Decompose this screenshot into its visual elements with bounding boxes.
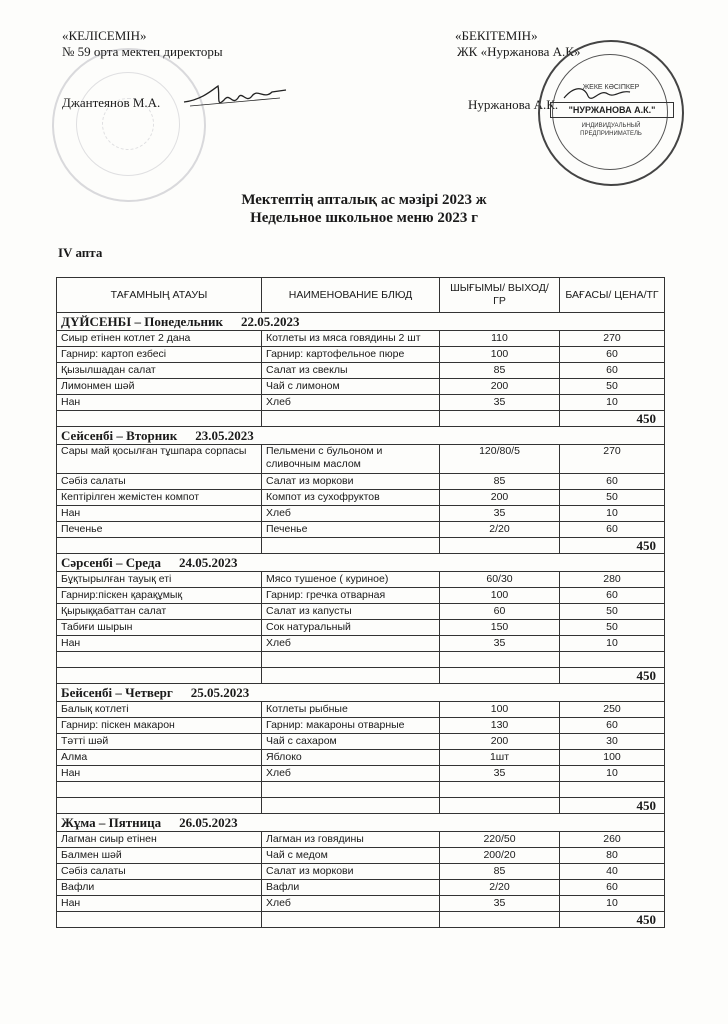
dish-name-ru: Компот из сухофруктов — [262, 490, 440, 506]
dish-output: 130 — [440, 718, 560, 734]
day-header-row — [57, 554, 665, 572]
dish-name-ru: Гарнир: картофельное пюре — [262, 347, 440, 363]
dish-name-kz: Нан — [57, 636, 262, 652]
blank-cell — [57, 652, 262, 668]
blank-cell — [560, 782, 665, 798]
dish-name-ru: Салат из капусты — [262, 604, 440, 620]
dish-name-ru: Вафли — [262, 880, 440, 896]
dish-name-ru: Чай с лимоном — [262, 379, 440, 395]
dish-name-kz: Нан — [57, 506, 262, 522]
dish-price: 50 — [560, 490, 665, 506]
dish-output: 120/80/5 — [440, 445, 560, 474]
dish-price: 80 — [560, 848, 665, 864]
dish-output: 1шт — [440, 750, 560, 766]
dish-output: 35 — [440, 395, 560, 411]
table-row — [57, 880, 665, 896]
day-total: 450 — [560, 668, 665, 684]
day-total: 450 — [560, 798, 665, 814]
dish-name-ru: Чай с сахаром — [262, 734, 440, 750]
dish-name-kz: Табиғи шырын — [57, 620, 262, 636]
table-row — [57, 347, 665, 363]
table-row — [57, 490, 665, 506]
dish-price: 250 — [560, 702, 665, 718]
dish-name-kz: Лимонмен шәй — [57, 379, 262, 395]
dish-name-kz: Сәбіз салаты — [57, 474, 262, 490]
dish-price: 50 — [560, 604, 665, 620]
day-header — [57, 313, 665, 331]
dish-price: 60 — [560, 474, 665, 490]
dish-price: 10 — [560, 896, 665, 912]
day-total: 450 — [560, 912, 665, 928]
dish-name-kz: Гарнир: піскен макарон — [57, 718, 262, 734]
dish-output: 110 — [440, 331, 560, 347]
left-approval-position: № 59 орта мектеп директоры — [62, 44, 223, 59]
table-row — [57, 506, 665, 522]
blank-cell — [440, 538, 560, 554]
dish-output: 200 — [440, 379, 560, 395]
dish-name-ru: Салат из свеклы — [262, 363, 440, 379]
day-header-row — [57, 427, 665, 445]
blank-cell — [262, 798, 440, 814]
dish-price: 10 — [560, 636, 665, 652]
dish-name-kz: Балық котлеті — [57, 702, 262, 718]
right-approval-title: «БЕКІТЕМІН» — [455, 28, 538, 43]
col-header-kz: ТАҒАМНЫҢ АТАУЫ — [57, 278, 262, 313]
right-approval-name: Нуржанова А.К. — [468, 97, 559, 112]
col-header-price — [560, 278, 665, 313]
dish-output: 200/20 — [440, 848, 560, 864]
table-row — [57, 395, 665, 411]
total-row — [57, 538, 665, 554]
dish-output: 35 — [440, 636, 560, 652]
dish-name-ru: Чай с медом — [262, 848, 440, 864]
dish-output: 85 — [440, 363, 560, 379]
dish-name-ru: Хлеб — [262, 395, 440, 411]
dish-name-ru: Хлеб — [262, 636, 440, 652]
table-row — [57, 474, 665, 490]
dish-price: 30 — [560, 734, 665, 750]
dish-name-kz: Қызылшадан салат — [57, 363, 262, 379]
dish-price: 60 — [560, 347, 665, 363]
dish-name-kz: Бұқтырылған тауық еті — [57, 572, 262, 588]
blank-cell — [57, 411, 262, 427]
col-header-ru: НАИМЕНОВАНИЕ БЛЮД — [262, 278, 440, 313]
dish-price: 60 — [560, 363, 665, 379]
total-row — [57, 912, 665, 928]
dish-name-kz: Алма — [57, 750, 262, 766]
dish-output: 35 — [440, 506, 560, 522]
table-row — [57, 572, 665, 588]
dish-price: 10 — [560, 766, 665, 782]
dish-name-kz: Тәтті шәй — [57, 734, 262, 750]
dish-name-kz: Лагман сиыр етінен — [57, 832, 262, 848]
day-name: ДҮЙСЕНБІ – Понедельник — [61, 314, 223, 329]
dish-price: 40 — [560, 864, 665, 880]
blank-cell — [560, 652, 665, 668]
dish-price: 10 — [560, 506, 665, 522]
blank-cell — [262, 912, 440, 928]
left-approval-title: «КЕЛІСЕМІН» — [62, 28, 147, 43]
dish-output: 85 — [440, 474, 560, 490]
day-header — [57, 427, 665, 445]
dish-price: 60 — [560, 880, 665, 896]
day-name: Бейсенбі – Четверг — [61, 685, 173, 700]
right-approval-position: ЖК «Нуржанова А.К» — [457, 44, 581, 59]
blank-cell — [57, 538, 262, 554]
dish-output: 150 — [440, 620, 560, 636]
col-header-output-text: ШЫҒЫМЫ/ ВЫХОД/ГР — [450, 282, 549, 307]
table-row — [57, 379, 665, 395]
day-header — [57, 554, 665, 572]
day-header-row — [57, 313, 665, 331]
blank-cell — [440, 668, 560, 684]
table-row — [57, 331, 665, 347]
blank-cell — [262, 411, 440, 427]
entrepreneur-stamp-icon — [538, 40, 684, 186]
total-row — [57, 411, 665, 427]
dish-name-ru: Салат из моркови — [262, 864, 440, 880]
left-approval-name: Джантеянов М.А. — [62, 95, 161, 110]
day-total: 450 — [560, 538, 665, 554]
dish-price: 10 — [560, 395, 665, 411]
week-label: IV апта — [58, 245, 103, 260]
dish-name-ru: Гарнир: макароны отварные — [262, 718, 440, 734]
blank-cell — [262, 668, 440, 684]
day-name: Жұма – Пятница — [61, 815, 162, 830]
table-row — [57, 766, 665, 782]
table-row — [57, 522, 665, 538]
dish-name-kz: Қырыққабаттан салат — [57, 604, 262, 620]
dish-name-kz: Сиыр етінен котлет 2 дана — [57, 331, 262, 347]
dish-output: 200 — [440, 490, 560, 506]
dish-output: 35 — [440, 766, 560, 782]
title-ru: Недельное школьное меню 2023 г — [250, 210, 478, 226]
dish-name-ru: Хлеб — [262, 766, 440, 782]
day-name: Сейсенбі – Вторник — [61, 428, 178, 443]
blank-cell — [57, 782, 262, 798]
dish-name-ru: Гарнир: гречка отварная — [262, 588, 440, 604]
dish-price: 50 — [560, 620, 665, 636]
dish-name-kz: Вафли — [57, 880, 262, 896]
dish-name-ru: Сок натуральный — [262, 620, 440, 636]
right-signature-icon — [560, 80, 640, 110]
day-name: Сәрсенбі – Среда — [61, 555, 161, 570]
day-date: 26.05.2023 — [179, 815, 238, 830]
blank-cell — [440, 782, 560, 798]
dish-name-kz: Нан — [57, 896, 262, 912]
left-signature-icon — [180, 80, 290, 116]
dish-name-ru: Яблоко — [262, 750, 440, 766]
dish-name-kz: Сәбіз салаты — [57, 864, 262, 880]
dish-name-kz: Гарнир: картоп езбесі — [57, 347, 262, 363]
dish-name-ru: Котлеты рыбные — [262, 702, 440, 718]
blank-cell — [57, 912, 262, 928]
table-row — [57, 750, 665, 766]
dish-name-kz: Нан — [57, 766, 262, 782]
stamp-top-text: ЖЕКЕ КӘСІПКЕР — [582, 84, 640, 91]
blank-cell — [262, 652, 440, 668]
day-date: 25.05.2023 — [190, 685, 250, 700]
dish-output: 200 — [440, 734, 560, 750]
dish-name-ru: Печенье — [262, 522, 440, 538]
dish-price: 60 — [560, 718, 665, 734]
school-stamp-icon — [52, 48, 206, 202]
table-row — [57, 718, 665, 734]
table-row — [57, 363, 665, 379]
dish-price: 260 — [560, 832, 665, 848]
title-kz: Мектептің апталық ас мәзірі 2023 ж — [241, 192, 487, 208]
dish-price: 50 — [560, 379, 665, 395]
dish-name-kz: Гарнир:піскен қарақұмық — [57, 588, 262, 604]
stamp-sub: ИНДИВИДУАЛЬНЫЙ ПРЕДПРИНИМАТЕЛЬ — [580, 123, 642, 137]
dish-output: 35 — [440, 896, 560, 912]
blank-row — [57, 652, 665, 668]
total-row — [57, 798, 665, 814]
dish-name-ru: Хлеб — [262, 506, 440, 522]
blank-cell — [440, 912, 560, 928]
dish-name-ru: Котлеты из мяса говядины 2 шт — [262, 331, 440, 347]
table-row — [57, 445, 665, 474]
table-row — [57, 604, 665, 620]
dish-output: 2/20 — [440, 522, 560, 538]
blank-cell — [440, 798, 560, 814]
dish-output: 220/50 — [440, 832, 560, 848]
dish-name-ru: Лагман из говядины — [262, 832, 440, 848]
dish-name-kz: Сары май қосылған тұшпара сорпасы — [57, 445, 262, 474]
stamp-name: "НУРЖАНОВА А.К." — [550, 102, 674, 118]
table-row — [57, 588, 665, 604]
col-header-output — [440, 278, 560, 313]
dish-price: 100 — [560, 750, 665, 766]
dish-name-ru: Мясо тушеное ( куриное) — [262, 572, 440, 588]
table-row — [57, 620, 665, 636]
table-row — [57, 832, 665, 848]
dish-name-kz: Нан — [57, 395, 262, 411]
blank-cell — [57, 798, 262, 814]
dish-name-kz: Балмен шәй — [57, 848, 262, 864]
table-row — [57, 702, 665, 718]
menu-table — [56, 277, 665, 928]
day-header — [57, 684, 665, 702]
table-row — [57, 734, 665, 750]
dish-price: 270 — [560, 331, 665, 347]
dish-name-kz: Печенье — [57, 522, 262, 538]
day-total: 450 — [560, 411, 665, 427]
blank-cell — [262, 782, 440, 798]
dish-output: 60 — [440, 604, 560, 620]
dish-output: 100 — [440, 702, 560, 718]
blank-cell — [262, 538, 440, 554]
dish-price: 60 — [560, 522, 665, 538]
day-date: 23.05.2023 — [195, 428, 254, 443]
dish-name-ru: Пельмени с бульоном и сливочным маслом — [262, 445, 440, 474]
dish-name-ru: Салат из моркови — [262, 474, 440, 490]
dish-name-ru: Хлеб — [262, 896, 440, 912]
table-header-row — [57, 278, 665, 313]
dish-output: 85 — [440, 864, 560, 880]
table-row — [57, 636, 665, 652]
table-row — [57, 848, 665, 864]
total-row — [57, 668, 665, 684]
dish-price: 270 — [560, 445, 665, 474]
table-row — [57, 864, 665, 880]
dish-price: 60 — [560, 588, 665, 604]
col-header-price-text: БАҒАСЫ/ ЦЕНА/ТГ — [565, 288, 659, 301]
day-date: 24.05.2023 — [178, 555, 238, 570]
dish-price: 280 — [560, 572, 665, 588]
blank-cell — [57, 668, 262, 684]
day-header-row — [57, 814, 665, 832]
day-header-row — [57, 684, 665, 702]
day-date: 22.05.2023 — [240, 314, 300, 329]
table-row — [57, 896, 665, 912]
dish-output: 100 — [440, 588, 560, 604]
dish-output: 100 — [440, 347, 560, 363]
blank-cell — [440, 652, 560, 668]
dish-output: 60/30 — [440, 572, 560, 588]
dish-output: 2/20 — [440, 880, 560, 896]
blank-row — [57, 782, 665, 798]
dish-name-kz: Кептірілген жемістен компот — [57, 490, 262, 506]
day-header — [57, 814, 665, 832]
blank-cell — [440, 411, 560, 427]
